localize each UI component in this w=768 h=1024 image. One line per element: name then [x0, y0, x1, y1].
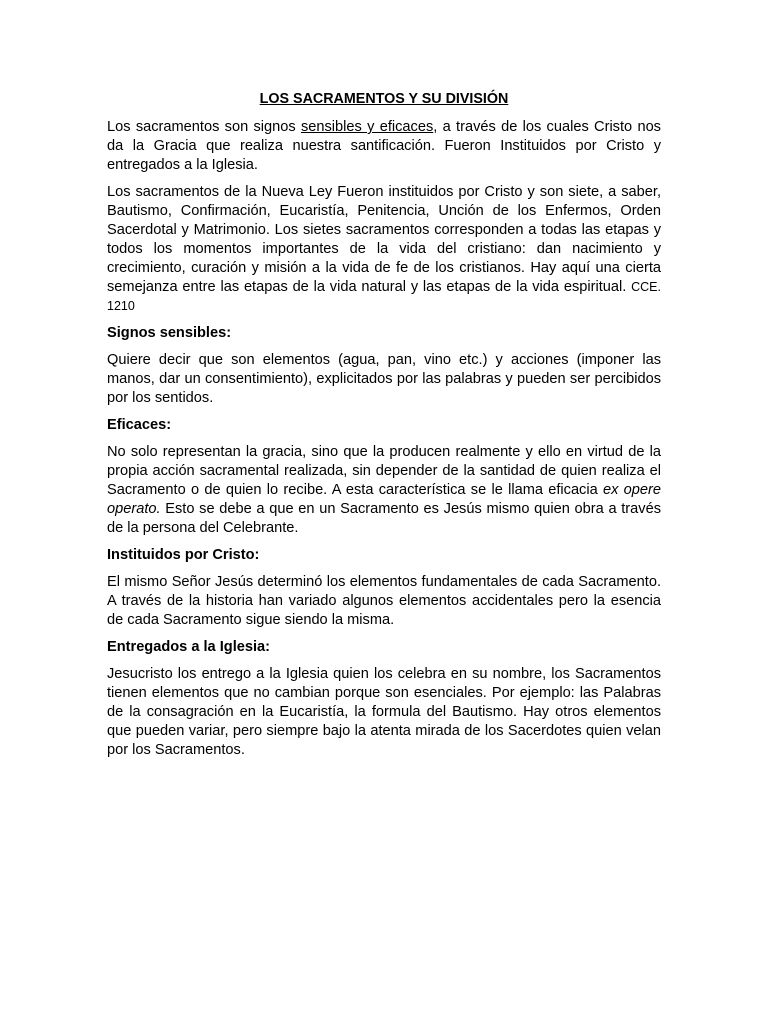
ex-opere-operato-phrase: ex opere operato. [107, 482, 661, 517]
signos-sensibles-paragraph: Quiere decir que son elementos (agua, pan, vino etc.) y acciones (imponer las manos, dar un consentimiento), explicitados por las palabras y pueden ser percibidos por los sentidos. [107, 352, 661, 406]
heading-instituidos-por-cristo: Instituidos por Cristo: [107, 547, 260, 563]
eficaces-text-end: Esto se debe a que en un Sacramento es Jesús mismo quien obra a través de la persona del Celebrante. [107, 501, 661, 536]
catechism-reference: CCE. 1210 [107, 280, 661, 313]
intro-text-end: , a través de los cuales Cristo nos da la Gracia que realiza nuestra santificación. Fueron Instituidos por Cristo y entregados a la Iglesia. [107, 119, 661, 173]
instituidos-paragraph: El mismo Señor Jesús determinó los elementos fundamentales de cada Sacramento. A través de la historia han variado algunos elementos accidentales pero la esencia de cada Sacramento sigue siendo la misma. [107, 574, 661, 628]
intro-paragraph [107, 118, 661, 175]
eficaces-text-start: No solo representan la gracia, sino que la producen realmente y ello en virtud de la propia acción sacramental realizada, sin depender de la santidad de quien realiza el Sacramento o de quien lo recibe. A esta característica se le llama eficacia [107, 444, 661, 498]
eficaces-paragraph [107, 443, 661, 538]
heading-entregados-a-la-iglesia: Entregados a la Iglesia: [107, 639, 271, 655]
nueva-ley-paragraph [107, 183, 661, 316]
intro-text-start: Los sacramentos son signos [107, 119, 301, 135]
nueva-ley-text: Los sacramentos de la Nueva Ley Fueron instituidos por Cristo y son siete, a saber, Bautismo, Confirmación, Eucaristía, Penitencia, Unción de los Enfermos, Orden Sacerdotal y Matrimonio. Los sietes sacramentos corresponden a todas las etapas y todos los momentos importantes de la vida del cristiano: dan nacimiento y crecimiento, curación y misión a la vida de fe de los cristianos. Hay aquí una cierta semejanza entre las etapas de la vida natural y las etapas de la vida espiritual. [107, 184, 661, 295]
entregados-paragraph: Jesucristo los entrego a la Iglesia quien los celebra en su nombre, los Sacramentos tienen elementos que no cambian porque son esenciales. Por ejemplo: las Palabras de la consagración en la Eucaristía, la formula del Bautismo. Hay otros elementos que pueden variar, pero siempre bajo la atenta mirada de los Sacerdotes quien velan por los Sacramentos. [107, 666, 661, 758]
document-title: LOS SACRAMENTOS Y SU DIVISIÓN [259, 91, 509, 107]
heading-eficaces: Eficaces: [107, 417, 172, 433]
intro-underlined-phrase: sensibles y eficaces [300, 119, 434, 135]
heading-signos-sensibles: Signos sensibles: [107, 325, 232, 341]
